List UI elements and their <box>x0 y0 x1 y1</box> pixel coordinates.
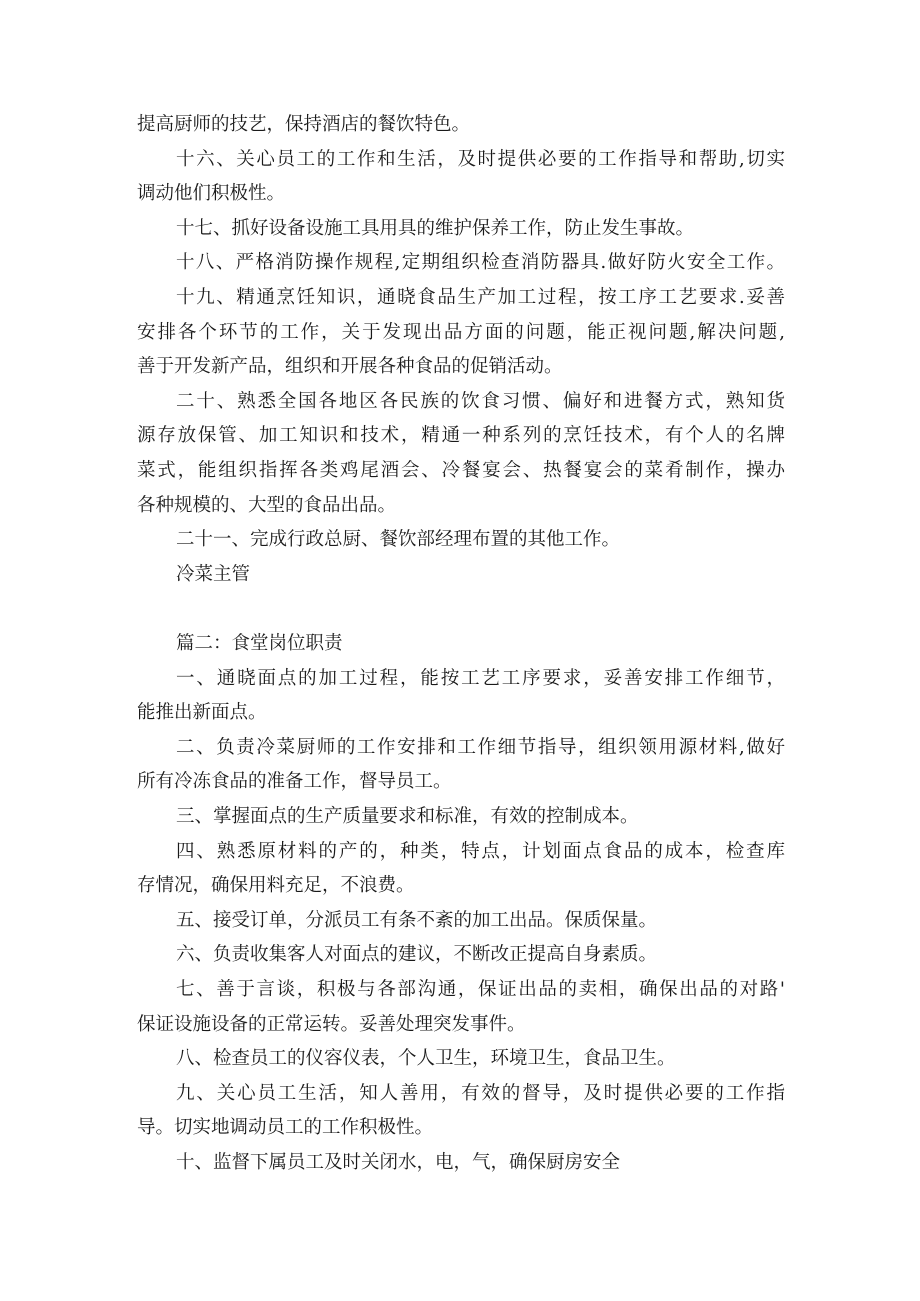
text-line: 十六、关心员工的工作和生活，及时提供必要的工作指导和帮助,切实 <box>176 148 785 170</box>
text-line: 二十、熟悉全国各地区各民族的饮食习惯、偏好和进餐方式，熟知货 <box>176 390 785 412</box>
text-line: 篇二：食堂岗位职责 <box>176 633 343 654</box>
text-line: 能推出新面点。 <box>137 702 267 724</box>
text-line: 六、负责收集客人对面点的建议，不断改正提高自身素质。 <box>176 944 658 966</box>
text-line: 五、接受订单，分派员工有条不紊的加工出品。保质保量。 <box>176 909 658 931</box>
text-line: 七、善于言谈，积极与各部沟通，保证出品的卖相，确保出品的对路' <box>176 979 785 1000</box>
text-line: 所有冷冻食品的准备工作，督导员工。 <box>137 771 452 793</box>
text-line: 一、通晓面点的加工过程，能按工艺工序要求，妥善安排工作细节， <box>176 667 785 689</box>
text-line: 保证设施设备的正常运转。妥善处理突发事件。 <box>137 1013 526 1035</box>
text-line: 存情况，确保用料充足，不浪费。 <box>137 875 415 897</box>
text-line: 导。切实地调动员工的工作积极性。 <box>137 1117 434 1139</box>
text-line: 三、掌握面点的生产质量要求和标准，有效的控制成本。 <box>176 806 639 827</box>
text-line: 源存放保管、加工知识和技术，精通一种系列的烹饪技术，有个人的名牌 <box>137 425 785 447</box>
text-line <box>137 594 785 624</box>
text-line: 十、监督下属员工及时关闭水，电，气，确保厨房安全 <box>176 1152 621 1173</box>
text-line: 十九、精通烹饪知识，通晓食品生产加工过程，按工序工艺要求.妥善 <box>176 287 785 308</box>
text-line: 十七、抓好设备设施工具用具的维护保养工作，防止发生事故。 <box>176 217 695 239</box>
text-line: 十八、严格消防操作规程,定期组织检查消防器具.做好防火安全工作。 <box>176 252 785 274</box>
text-line: 善于开发新产品，组织和开展各种食品的促销活动。 <box>137 356 563 378</box>
text-line: 菜式，能组织指挥各类鸡尾酒会、冷餐宴会、热餐宴会的菜肴制作，操办 <box>137 460 785 481</box>
text-line: 四、熟悉原材料的产的，种类，特点，计划面点食品的成本，检查库 <box>176 840 785 862</box>
text-line: 安排各个环节的工作，关于发现出品方面的问题，能正视问题,解决问题, <box>137 321 785 343</box>
text-line: 九、关心员工生活，知人善用，有效的督导，及时提供必要的工作指 <box>176 1082 785 1104</box>
text-line: 二十一、完成行政总厨、餐饮部经理布置的其他工作。 <box>176 529 621 551</box>
text-line: 冷菜主管 <box>176 563 251 585</box>
text-line: 调动他们积极性。 <box>137 183 286 205</box>
text-line: 提高厨师的技艺，保持酒店的餐饮特色。 <box>137 114 471 135</box>
text-line: 八、检查员工的仪容仪表，个人卫生，环境卫生，食品卫生。 <box>176 1048 676 1070</box>
text-line: 二、负责冷菜厨师的工作安排和工作细节指导，组织领用源材料,做好 <box>176 736 785 758</box>
text-line: 各种规模的、大型的食品出品。 <box>137 494 397 516</box>
